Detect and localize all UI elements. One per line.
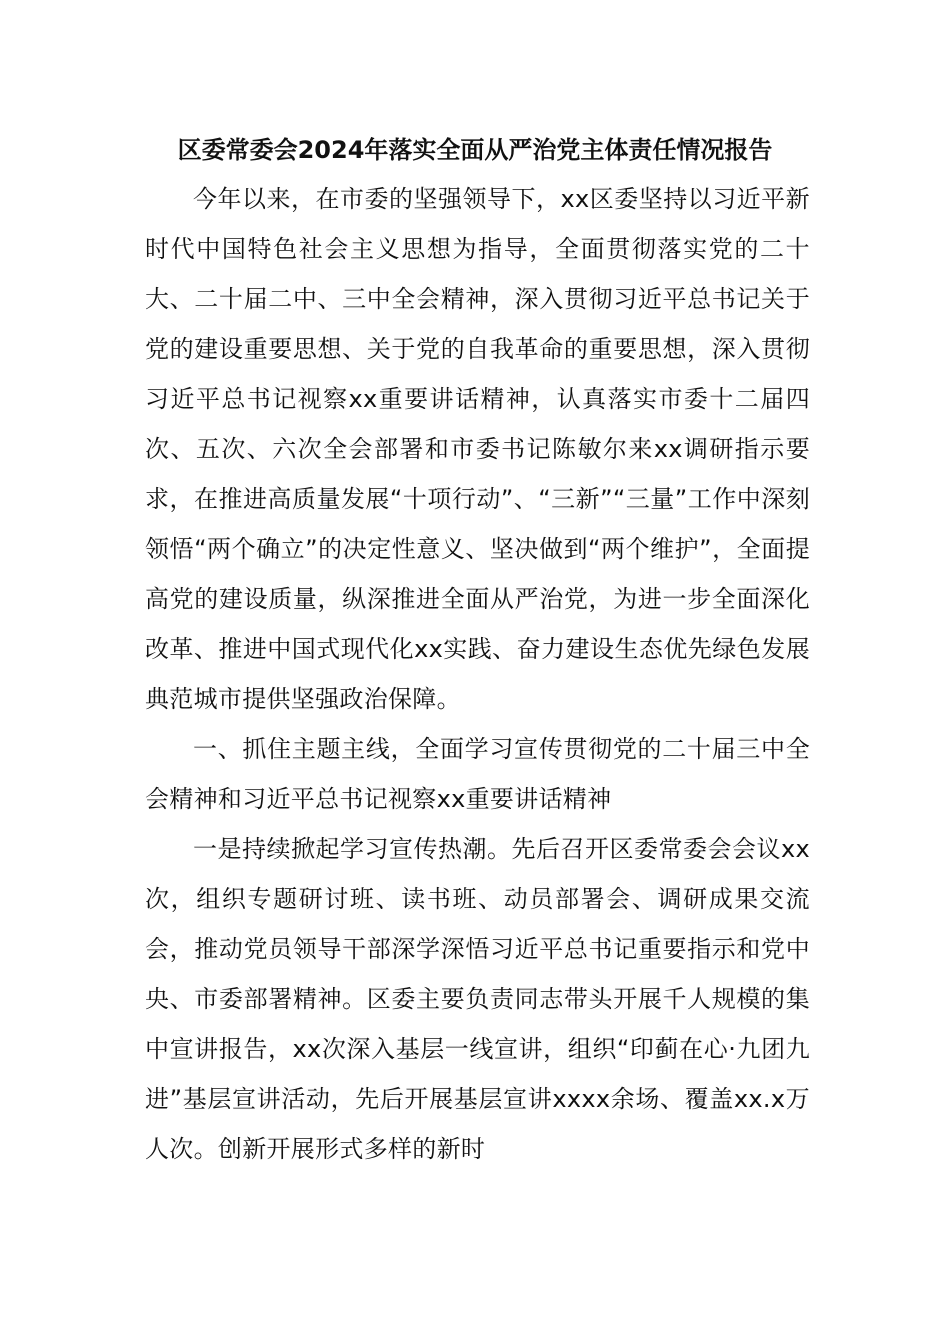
body-paragraph: 一是持续掀起学习宣传热潮。先后召开区委常委会会议xx次，组织专题研讨班、读书班、动员部署会、调研成果交流会，推动党员领导干部深学深悟习近平总书记重要指示和党中央、市委部署精神。区委主要负责同志带头开展千人规模的集中宣讲报告，xx次深入基层一线宣讲，组织“印蓟在心·九团九进”基层宣讲活动，先后开展基层宣讲xxxx余场、覆盖xx.x万人次。创新开展形式多样的新时 [145,835,810,1163]
document-body [145,174,810,1174]
document-title: 区委常委会2024年落实全面从严治党主体责任情况报告 [177,136,773,164]
section-heading: 一、抓住主题主线，全面学习宣传贯彻党的二十届三中全会精神和习近平总书记视察xx重要讲话精神 [145,735,810,813]
intro-paragraph: 今年以来，在市委的坚强领导下，xx区委坚持以习近平新时代中国特色社会主义思想为指导，全面贯彻落实党的二十大、二十届二中、三中全会精神，深入贯彻习近平总书记关于党的建设重要思想、关于党的自我革命的重要思想，深入贯彻习近平总书记视察xx重要讲话精神，认真落实市委十二届四次、五次、六次全会部署和市委书记陈敏尔来xx调研指示要求，在推进高质量发展“十项行动”、“三新”“三量”工作中深刻领悟“两个确立”的决定性意义、坚决做到“两个维护”，全面提高党的建设质量，纵深推进全面从严治党，为进一步全面深化改革、推进中国式现代化xx实践、奋力建设生态优先绿色发展典范城市提供坚强政治保障。 [145,185,810,713]
